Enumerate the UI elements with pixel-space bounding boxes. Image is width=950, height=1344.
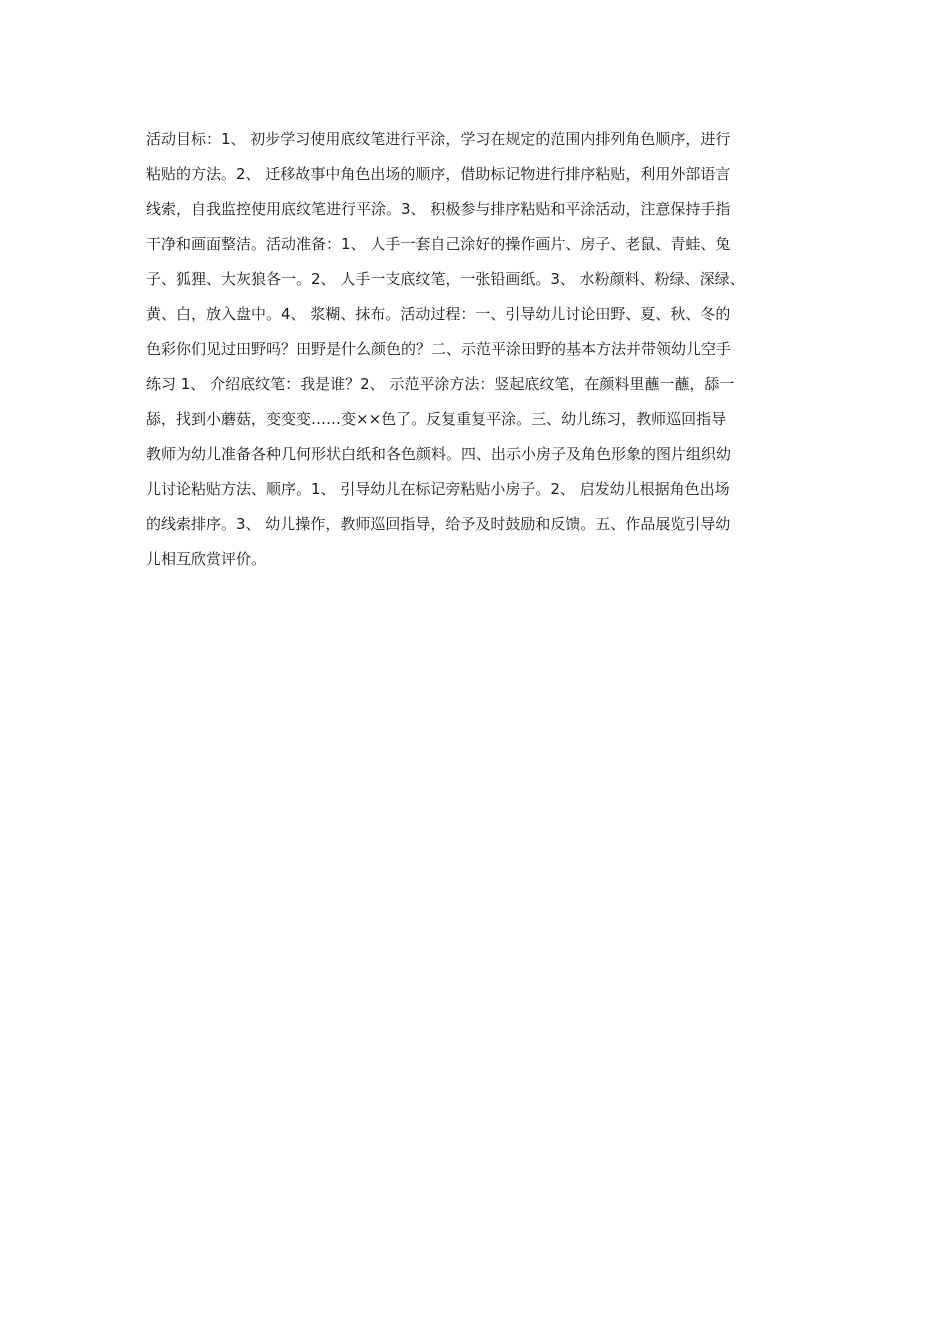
text-line: 线索，自我监控使用底纹笔进行平涂。3、 积极参与排序粘贴和平涂活动，注意保持手指	[146, 200, 731, 218]
document-body	[146, 122, 806, 577]
text-line: 色彩你们见过田野吗？田野是什么颜色的？二、示范平涂田野的基本方法并带领幼儿空手	[146, 340, 732, 358]
text-line: 干净和画面整洁。活动准备：1、 人手一套自己涂好的操作画片、房子、老鼠、青蛙、兔	[146, 235, 731, 253]
text-line: 的线索排序。3、 幼儿操作，教师巡回指导，给予及时鼓励和反馈。五、作品展览引导幼	[146, 515, 731, 533]
text-line: 粘贴的方法。2、 迁移故事中角色出场的顺序，借助标记物进行排序粘贴，利用外部语言	[146, 165, 731, 183]
text-line: 黄、白，放入盘中。4、 浆糊、抹布。活动过程：一、引导幼儿讨论田野、夏、秋、冬的	[146, 305, 731, 323]
text-line: 活动目标：1、 初步学习使用底纹笔进行平涂，学习在规定的范围内排列角色顺序，进行	[146, 130, 731, 148]
text-line: 舔，找到小蘑菇，变变变……变××色了。反复重复平涂。三、幼儿练习，教师巡回指导	[146, 410, 727, 428]
text-line: 教师为幼儿准备各种几何形状白纸和各色颜料。四、出示小房子及角色形象的图片组织幼	[146, 445, 732, 463]
text-line: 练习 1、 介绍底纹笔：我是谁？2、 示范平涂方法：竖起底纹笔，在颜料里蘸一蘸，舔一	[146, 375, 735, 393]
text-line: 子、狐狸、大灰狼各一。2、 人手一支底纹笔，一张铅画纸。3、 水粉颜料、粉绿、深绿、	[146, 270, 745, 288]
text-line: 儿相互欣赏评价。	[146, 550, 267, 568]
text-line: 儿讨论粘贴方法、顺序。1、 引导幼儿在标记旁粘贴小房子。2、 启发幼儿根据角色出场	[146, 480, 730, 498]
